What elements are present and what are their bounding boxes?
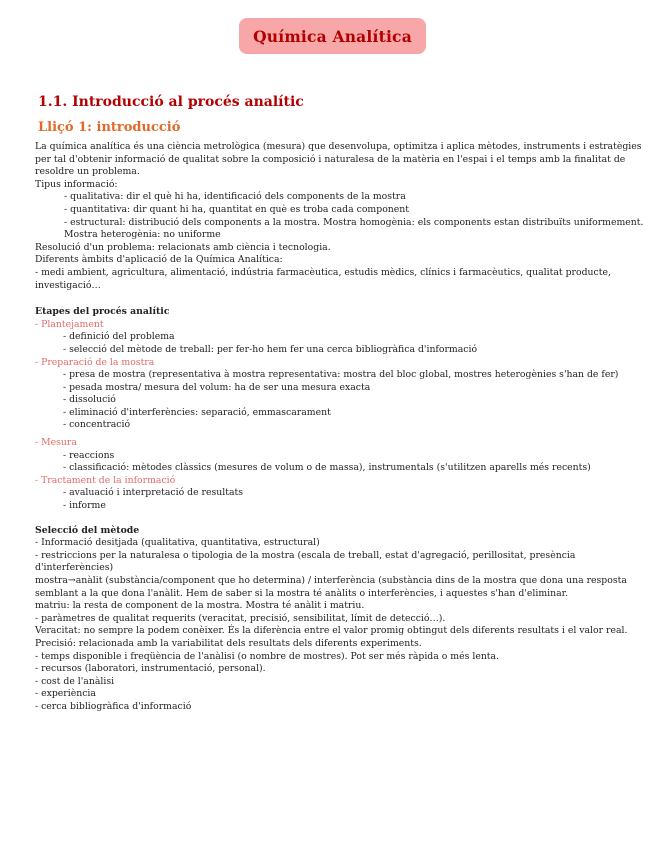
list-item: - qualitativa: dir el què hi ha, identificació dels components de la mostra: [64, 191, 406, 203]
list-item: Precisió: relacionada amb la variabilitat dels resultats dels diferents experiments.: [35, 637, 422, 649]
list-item: - Informació desitjada (qualitativa, quantitativa, estructural): [35, 537, 320, 549]
info-types-label: Tipus informació:: [35, 178, 118, 190]
stage-label: - Tractament de la informació: [35, 474, 176, 486]
stage-label: - Plantejament: [35, 318, 104, 330]
document-title: Química Analítica: [253, 26, 412, 46]
list-item: - paràmetres de qualitat requerits (veracitat, precisió, sensibilitat, límit de detecció…).: [35, 612, 446, 624]
list-item: - presa de mostra (representativa à mostra representativa: mostra del bloc global, mostres heterogènies s'han de fer): [63, 369, 619, 381]
method-selection-heading: Selecció del mètode: [35, 524, 140, 536]
list-item: - experiència: [35, 688, 96, 700]
list-item: - pesada mostra/ mesura del volum: ha de ser una mesura exacta: [63, 381, 371, 393]
list-item: - eliminació d'interferències: separació, emmascarament: [63, 406, 331, 418]
document-body: [35, 141, 645, 714]
document-title-box: [239, 18, 426, 54]
list-item: - temps disponible i freqüència de l'anàlisi (o nombre de mostres). Pot ser més ràpida o més lenta.: [35, 650, 500, 662]
list-item: - estructural: distribució dels components a la mostra. Mostra homogènia: els components estan distribuïts uniformement. Mostra heterogènia: no uniforme: [64, 216, 644, 241]
list-item: matriu: la resta de component de la mostra. Mostra té anàlit i matriu.: [35, 600, 365, 612]
list-item: - reaccions: [63, 449, 115, 461]
stage-label: - Preparació de la mostra: [35, 356, 155, 368]
section-heading: 1.1. Introducció al procés analític: [38, 94, 304, 110]
list-item: - avaluació i interpretació de resultats: [63, 487, 244, 499]
list-item: - recursos (laboratori, instrumentació, personal).: [35, 663, 266, 675]
intro-paragraph: La química analítica és una ciència metrològica (mesura) que desenvolupa, optimitza i aplica mètodes, instruments i estratègies per tal d'obtenir informació de qualitat sobre la composició i naturalesa de la matèria en l'espai i el temps amb la finalitat de resoldre un problema.: [35, 141, 642, 178]
list-item: - dissolució: [63, 394, 116, 406]
lesson-heading: Lliçó 1: introducció: [38, 120, 181, 135]
list-item: mostra→anàlit (substància/component que ho determina) / interferència (substància dins de la mostra que dona una resposta semblant a la que dona l'anàlit. Hem de saber si la mostra té anàlits o interferències, i aquestes s'han d'eliminar.: [35, 575, 627, 599]
resolution-line: Resolució d'un problema: relacionats amb ciència i tecnologia.: [35, 241, 331, 253]
list-item: - cost de l'anàlisi: [35, 675, 115, 687]
scope-label: Diferents àmbits d'aplicació de la Química Analítica:: [35, 254, 283, 266]
list-item: Veracitat: no sempre la podem conèixer. És la diferència entre el valor promig obtingut dels diferents resultats i el valor real.: [35, 625, 628, 637]
list-item: - selecció del mètode de treball: per fer-ho hem fer una cerca bibliogràfica d'informació: [63, 343, 478, 355]
list-item: - restriccions per la naturalesa o tipologia de la mostra (escala de treball, estat d'agregació, perillositat, presència d'interferències): [35, 549, 576, 574]
stage-label: - Mesura: [35, 437, 77, 449]
list-item: - informe: [63, 500, 106, 512]
list-item: - definició del problema: [63, 331, 175, 343]
scope-list: - medi ambient, agricultura, alimentació, indústria farmacèutica, estudis mèdics, clínics i farmacèutics, qualitat producte, investigació…: [35, 266, 611, 291]
stages-heading: Etapes del procés analític: [35, 306, 170, 318]
list-item: - concentració: [63, 419, 131, 431]
list-item: - quantitativa: dir quant hi ha, quantitat en què es troba cada component: [64, 203, 410, 215]
list-item: - classificació: mètodes clàssics (mesures de volum o de massa), instrumentals (s'utilitzen aparells més recents): [63, 462, 591, 474]
list-item: - cerca bibliogràfica d'informació: [35, 700, 192, 712]
